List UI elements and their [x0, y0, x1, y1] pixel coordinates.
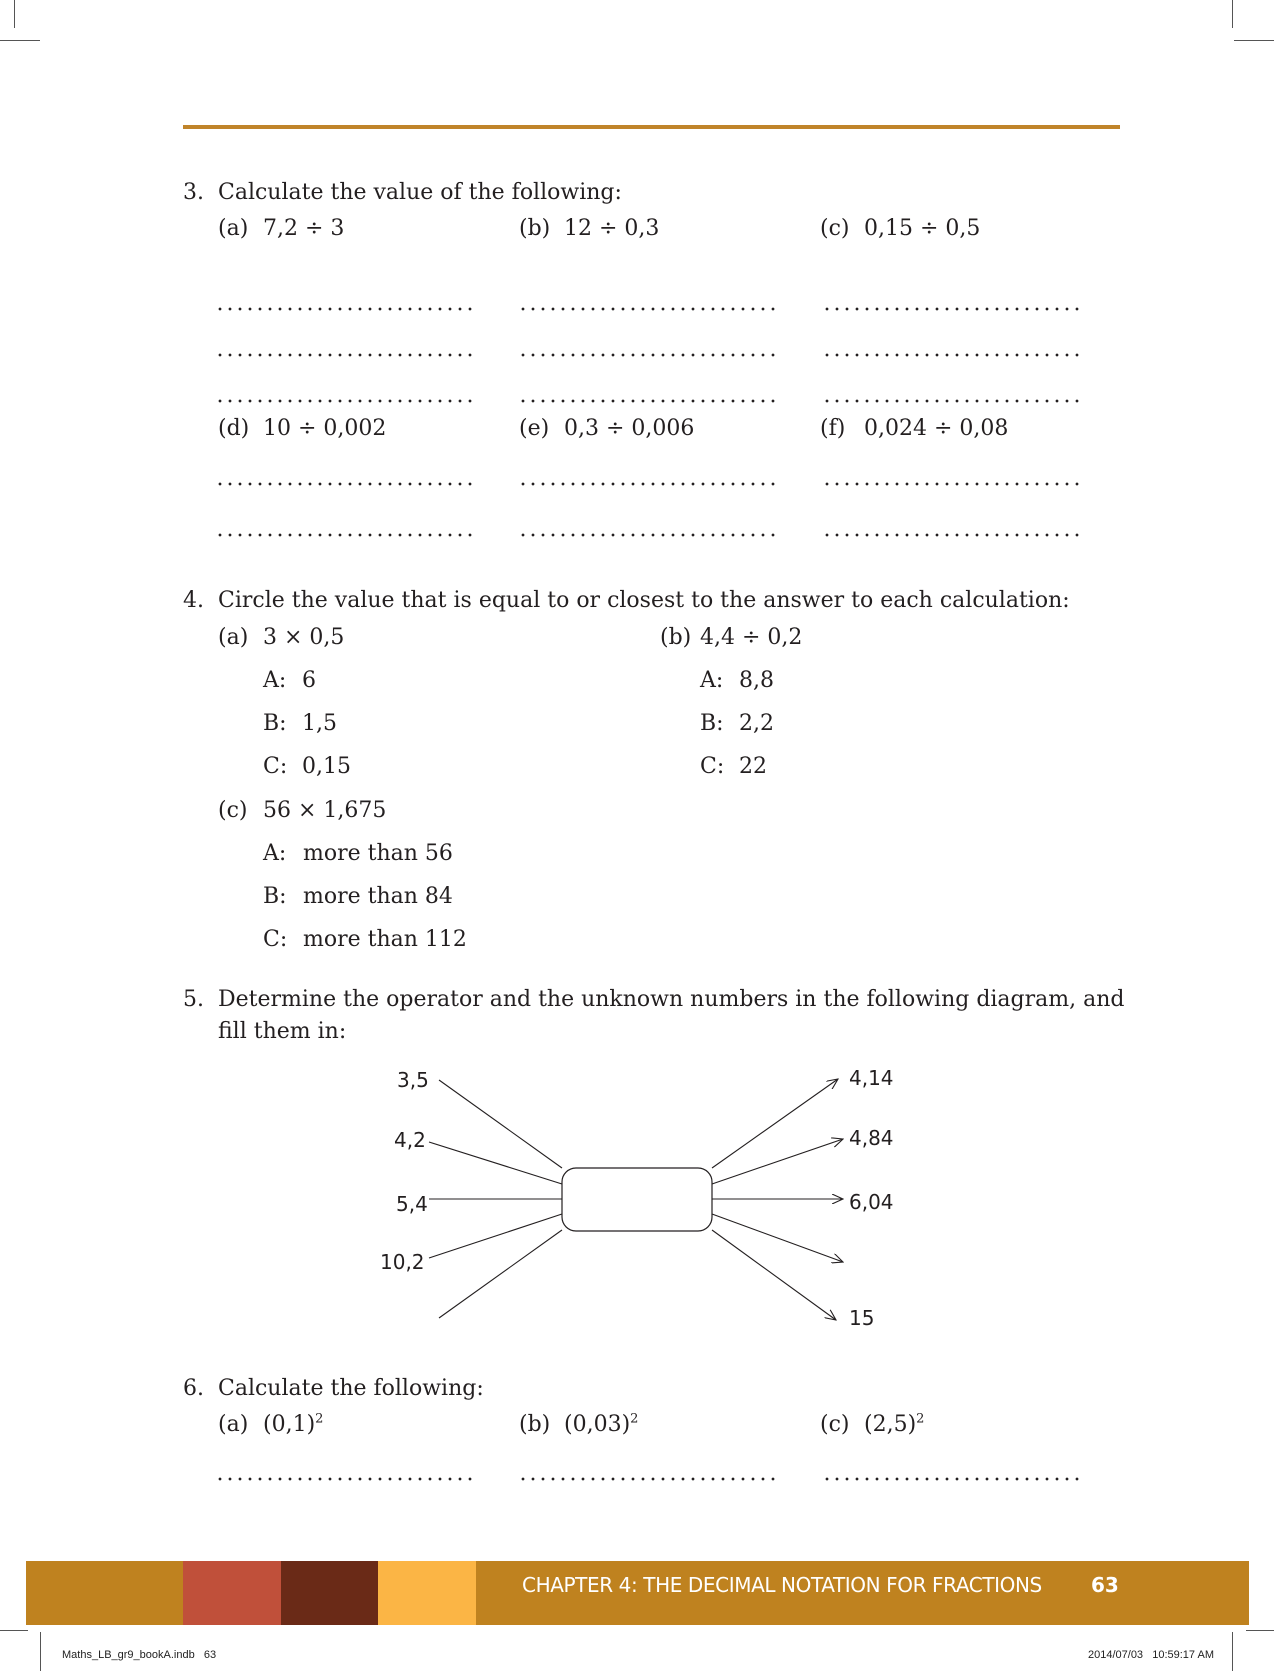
- option-value[interactable]: more than 56: [303, 841, 453, 866]
- option-letter: A:: [700, 668, 724, 693]
- page-number: 63: [1091, 1573, 1119, 1597]
- input-value: 10,2: [380, 1250, 425, 1274]
- part-expression: 0,3 ÷ 0,006: [564, 416, 695, 441]
- question-number: 4.: [183, 588, 204, 613]
- answer-line[interactable]: [822, 1477, 1082, 1481]
- question-prompt: Calculate the following:: [218, 1376, 484, 1401]
- option-value[interactable]: 6: [302, 668, 316, 693]
- option-value[interactable]: 0,15: [302, 754, 351, 779]
- part-label: (a): [218, 625, 249, 650]
- option-value[interactable]: 2,2: [739, 711, 774, 736]
- part-label: (b): [660, 625, 692, 650]
- option-value[interactable]: 22: [739, 754, 767, 779]
- print-slug-file: Maths_LB_gr9_bookA.indb 63: [62, 1649, 217, 1661]
- input-value: 4,2: [394, 1128, 426, 1152]
- option-value[interactable]: 8,8: [739, 668, 774, 693]
- output-value: 4,14: [849, 1066, 894, 1090]
- question-prompt-continued: fill them in:: [218, 1019, 347, 1044]
- part-label: (f): [820, 416, 846, 441]
- output-arrow: [712, 1214, 843, 1262]
- part-expression: 3 × 0,5: [263, 625, 345, 650]
- question-prompt: Determine the operator and the unknown numbers in the following diagram, and: [218, 987, 1125, 1012]
- output-value: 6,04: [849, 1190, 894, 1214]
- operator-box: [562, 1168, 712, 1231]
- part-label: (a): [218, 216, 249, 241]
- part-expression: 12 ÷ 0,3: [564, 216, 660, 241]
- question-prompt: Circle the value that is equal to or closest to the answer to each calculation:: [218, 588, 1070, 613]
- part-label: (d): [218, 416, 250, 441]
- part-label: (b): [519, 216, 551, 241]
- part-label: (e): [519, 416, 550, 441]
- option-letter: C:: [263, 754, 288, 779]
- part-label: (b): [519, 1412, 551, 1437]
- input-line: [429, 1142, 562, 1184]
- option-letter: B:: [263, 711, 287, 736]
- option-letter: A:: [263, 668, 287, 693]
- input-line: [439, 1230, 562, 1318]
- option-value[interactable]: more than 112: [303, 927, 467, 952]
- output-arrow: [712, 1079, 838, 1168]
- footer-color-block: [183, 1561, 281, 1625]
- part-label: (a): [218, 1412, 249, 1437]
- part-expression: $(0,1)^2$: [263, 1411, 324, 1437]
- output-arrow: [712, 1139, 843, 1184]
- input-line: [429, 1214, 562, 1258]
- chapter-title: CHAPTER 4: THE DECIMAL NOTATION FOR FRACTIONS: [522, 1573, 1042, 1597]
- output-arrow: [712, 1230, 836, 1320]
- option-value[interactable]: 1,5: [302, 711, 337, 736]
- part-expression: 10 ÷ 0,002: [263, 416, 387, 441]
- question-number: 6.: [183, 1376, 204, 1401]
- input-line: [439, 1080, 562, 1168]
- option-letter: B:: [263, 884, 287, 909]
- answer-line[interactable]: [518, 1477, 778, 1481]
- part-expression: 4,4 ÷ 0,2: [700, 625, 803, 650]
- input-value: 3,5: [397, 1068, 429, 1092]
- print-slug-timestamp: 2014/07/03 10:59:17 AM: [1088, 1649, 1214, 1661]
- part-expression: 56 × 1,675: [263, 798, 387, 823]
- footer-color-block: [378, 1561, 476, 1625]
- question-prompt: Calculate the value of the following:: [218, 180, 622, 205]
- part-expression: $(2,5)^2$: [864, 1411, 925, 1437]
- part-expression: 0,024 ÷ 0,08: [864, 416, 1009, 441]
- answer-line[interactable]: [215, 1477, 475, 1481]
- input-value: 5,4: [396, 1192, 428, 1216]
- footer-color-block: [281, 1561, 378, 1625]
- part-label: (c): [820, 216, 850, 241]
- option-letter: C:: [263, 927, 288, 952]
- option-value[interactable]: more than 84: [303, 884, 453, 909]
- part-expression: 7,2 ÷ 3: [263, 216, 345, 241]
- question-number: 5.: [183, 987, 204, 1012]
- output-value: 15: [849, 1306, 875, 1330]
- question-number: 3.: [183, 180, 204, 205]
- part-expression: $(0,03)^2$: [564, 1411, 639, 1437]
- output-value: 4,84: [849, 1126, 894, 1150]
- part-expression: 0,15 ÷ 0,5: [864, 216, 981, 241]
- option-letter: A:: [263, 841, 287, 866]
- part-label: (c): [820, 1412, 850, 1437]
- option-letter: B:: [700, 711, 724, 736]
- option-letter: C:: [700, 754, 725, 779]
- part-label: (c): [218, 798, 248, 823]
